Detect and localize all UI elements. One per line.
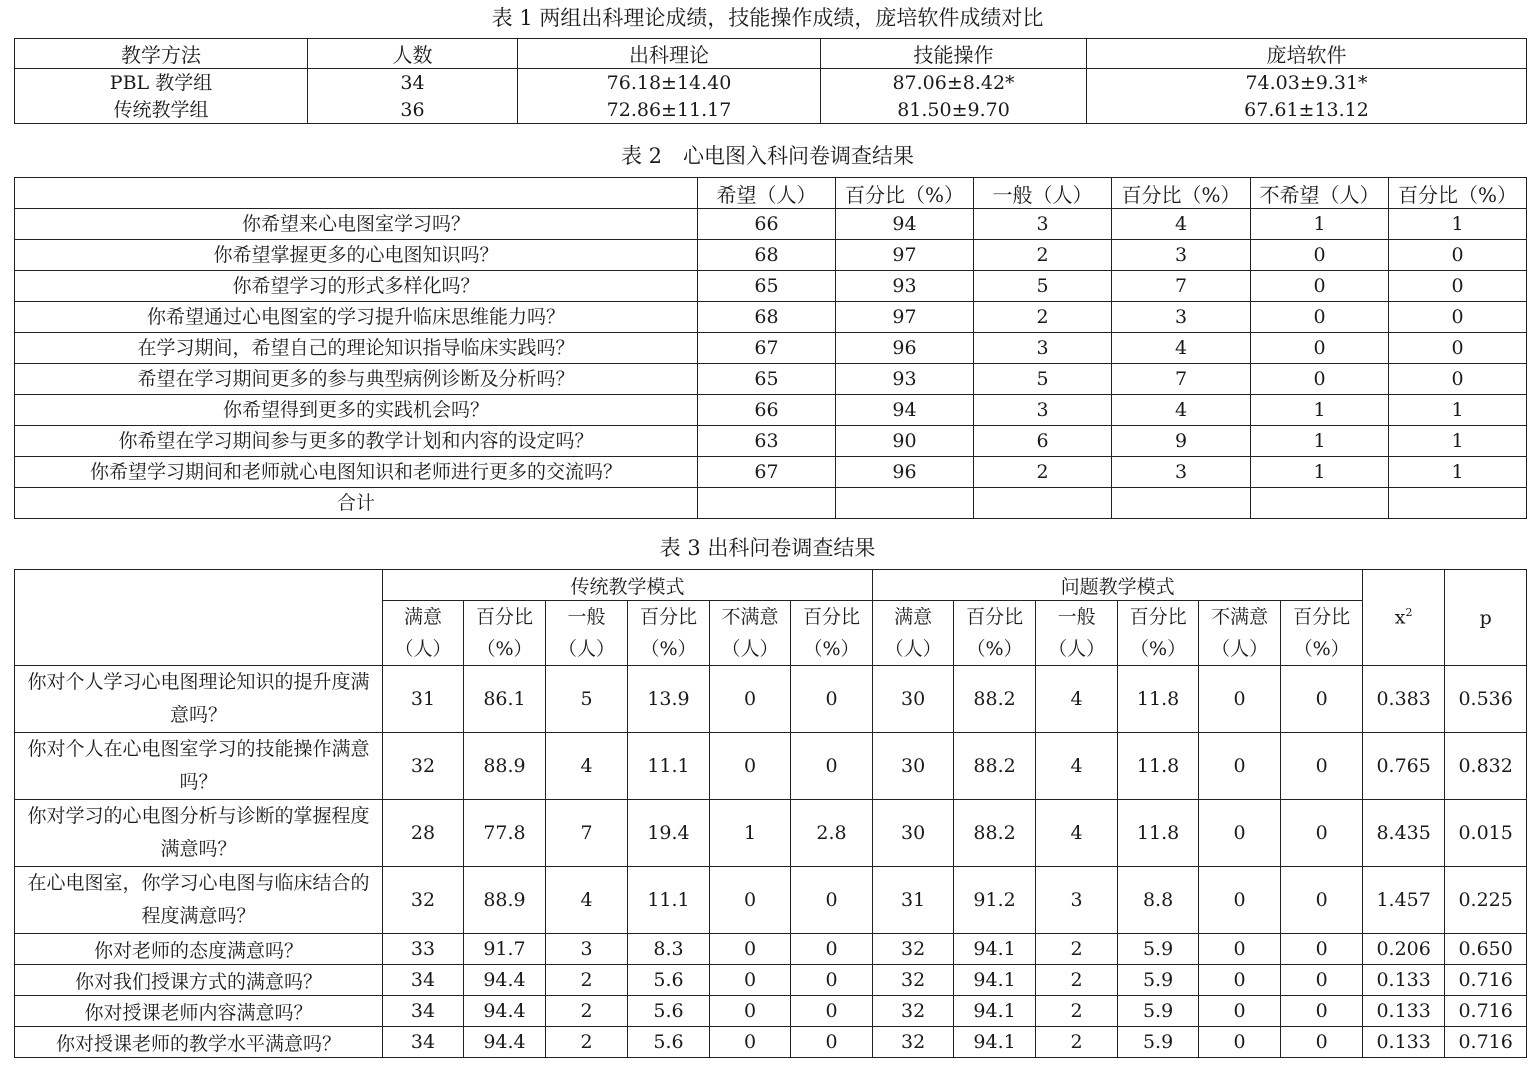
table-row bbox=[15, 96, 1527, 124]
table2-header-cell: 一般（人） bbox=[974, 178, 1112, 209]
question-cell: 你希望来心电图室学习吗？ bbox=[15, 209, 698, 240]
table-cell bbox=[698, 488, 836, 519]
question-cell: 你希望通过心电图室的学习提升临床思维能力吗？ bbox=[15, 302, 698, 333]
table-cell: 0.383 bbox=[1363, 666, 1445, 733]
table-cell: 0 bbox=[791, 1027, 873, 1058]
table-row bbox=[15, 934, 1527, 965]
table-cell: 0.015 bbox=[1445, 800, 1527, 867]
question-cell: 你对老师的态度满意吗？ bbox=[15, 934, 383, 965]
table3-subheader-cell: 满意（人） bbox=[383, 601, 464, 666]
table-row bbox=[15, 996, 1527, 1027]
table-cell: 5.9 bbox=[1118, 934, 1199, 965]
table-cell: 0 bbox=[1389, 333, 1527, 364]
table1-header-cell: 教学方法 bbox=[15, 39, 308, 69]
table-row bbox=[15, 395, 1527, 426]
table-cell bbox=[1112, 488, 1251, 519]
table-cell: 30 bbox=[873, 800, 954, 867]
table3-subheader-cell: 百分比（%） bbox=[954, 601, 1036, 666]
table-row bbox=[15, 271, 1527, 302]
table3-subheader-cell: 一般（人） bbox=[546, 601, 628, 666]
table-cell: 32 bbox=[383, 867, 464, 934]
table-cell: 0 bbox=[710, 996, 791, 1027]
table-cell: 94.1 bbox=[954, 1027, 1036, 1058]
table-cell: 0 bbox=[1251, 271, 1389, 302]
table-cell: 2 bbox=[546, 965, 628, 996]
table-cell: 0 bbox=[1199, 996, 1281, 1027]
table-cell: 34 bbox=[308, 69, 518, 97]
table-cell: 2 bbox=[546, 996, 628, 1027]
table-cell: 3 bbox=[1112, 240, 1251, 271]
table-cell: 0 bbox=[791, 867, 873, 934]
table-cell: 66 bbox=[698, 395, 836, 426]
table1-score-comparison bbox=[14, 38, 1527, 124]
table-cell: 0 bbox=[1389, 302, 1527, 333]
table3-group-problem: 问题教学模式 bbox=[873, 570, 1363, 601]
question-cell: 你对个人在心电图室学习的技能操作满意吗？ bbox=[15, 733, 383, 800]
table-cell: 3 bbox=[1112, 457, 1251, 488]
table-cell: 32 bbox=[873, 965, 954, 996]
table-cell: 2 bbox=[1036, 1027, 1118, 1058]
table3-subheader-cell: 百分比（%） bbox=[791, 601, 873, 666]
table3-subheader-cell: 不满意（人） bbox=[1199, 601, 1281, 666]
table1-header-cell: 庞培软件 bbox=[1087, 39, 1527, 69]
table-cell: 3 bbox=[974, 209, 1112, 240]
table-cell: 11.1 bbox=[628, 867, 710, 934]
question-cell: 你对授课老师的教学水平满意吗？ bbox=[15, 1027, 383, 1058]
table-cell: 74.03±9.31* bbox=[1087, 69, 1527, 97]
table-cell: 5.9 bbox=[1118, 996, 1199, 1027]
table-cell: 94.1 bbox=[954, 934, 1036, 965]
table-cell: PBL 教学组 bbox=[15, 69, 308, 97]
table1-header-cell: 人数 bbox=[308, 39, 518, 69]
table-cell: 88.2 bbox=[954, 733, 1036, 800]
table-cell: 9 bbox=[1112, 426, 1251, 457]
table-cell: 32 bbox=[873, 996, 954, 1027]
table-cell: 5.9 bbox=[1118, 1027, 1199, 1058]
table-cell: 0 bbox=[710, 1027, 791, 1058]
table-cell: 0 bbox=[1251, 302, 1389, 333]
table-cell bbox=[836, 488, 974, 519]
table-cell: 4 bbox=[546, 867, 628, 934]
table-cell: 0 bbox=[791, 934, 873, 965]
table-cell: 67 bbox=[698, 457, 836, 488]
table2-header-cell: 百分比（%） bbox=[836, 178, 974, 209]
table-cell: 0 bbox=[1389, 271, 1527, 302]
table-cell: 0 bbox=[710, 867, 791, 934]
table-cell: 94 bbox=[836, 209, 974, 240]
table-cell: 0.133 bbox=[1363, 996, 1445, 1027]
table-row bbox=[15, 867, 1527, 934]
table-cell: 86.1 bbox=[464, 666, 546, 733]
table-cell: 4 bbox=[1036, 666, 1118, 733]
table-cell: 4 bbox=[1112, 209, 1251, 240]
table-cell: 68 bbox=[698, 240, 836, 271]
chi-sup: 2 bbox=[1405, 606, 1413, 620]
table-cell: 0.206 bbox=[1363, 934, 1445, 965]
table2-header-cell: 百分比（%） bbox=[1112, 178, 1251, 209]
table-cell: 13.9 bbox=[628, 666, 710, 733]
table1-header-cell: 出科理论 bbox=[518, 39, 821, 69]
table-cell: 8.8 bbox=[1118, 867, 1199, 934]
table3-subheader-cell: 百分比（%） bbox=[628, 601, 710, 666]
table-cell: 94 bbox=[836, 395, 974, 426]
table-cell: 5.6 bbox=[628, 1027, 710, 1058]
table-cell: 93 bbox=[836, 271, 974, 302]
table-cell: 0.536 bbox=[1445, 666, 1527, 733]
table-cell: 2 bbox=[546, 1027, 628, 1058]
table-cell: 76.18±14.40 bbox=[518, 69, 821, 97]
table-cell: 1 bbox=[1251, 395, 1389, 426]
table-cell: 67 bbox=[698, 333, 836, 364]
table3-subheader-cell: 不满意（人） bbox=[710, 601, 791, 666]
table-cell: 88.2 bbox=[954, 800, 1036, 867]
table-cell: 31 bbox=[873, 867, 954, 934]
table3-subheader-cell: 百分比（%） bbox=[464, 601, 546, 666]
table3-subheader-cell: 百分比（%） bbox=[1118, 601, 1199, 666]
table-cell: 3 bbox=[974, 333, 1112, 364]
table-row bbox=[15, 800, 1527, 867]
table-cell: 3 bbox=[1036, 867, 1118, 934]
table-cell: 1 bbox=[1251, 426, 1389, 457]
question-cell: 你对学习的心电图分析与诊断的掌握程度满意吗？ bbox=[15, 800, 383, 867]
table-cell: 3 bbox=[974, 395, 1112, 426]
table-cell: 1 bbox=[1251, 209, 1389, 240]
table3-caption: 表 3 出科问卷调查结果 bbox=[659, 536, 876, 560]
question-cell: 你希望得到更多的实践机会吗？ bbox=[15, 395, 698, 426]
table-row bbox=[15, 302, 1527, 333]
table-cell: 0 bbox=[1281, 666, 1363, 733]
question-cell: 希望在学习期间更多的参与典型病例诊断及分析吗？ bbox=[15, 364, 698, 395]
table-cell: 1 bbox=[1251, 457, 1389, 488]
table-cell: 0.133 bbox=[1363, 965, 1445, 996]
table-cell: 0.832 bbox=[1445, 733, 1527, 800]
table-cell: 65 bbox=[698, 364, 836, 395]
table-cell: 2 bbox=[974, 302, 1112, 333]
table-cell: 88.9 bbox=[464, 733, 546, 800]
table-cell: 5 bbox=[974, 364, 1112, 395]
table-cell: 96 bbox=[836, 333, 974, 364]
question-cell: 合计 bbox=[15, 488, 698, 519]
table-cell: 32 bbox=[873, 1027, 954, 1058]
table-cell: 32 bbox=[383, 733, 464, 800]
table-row bbox=[15, 364, 1527, 395]
table-cell: 3 bbox=[1112, 302, 1251, 333]
table-cell: 0.225 bbox=[1445, 867, 1527, 934]
table-cell: 5.9 bbox=[1118, 965, 1199, 996]
table-cell: 66 bbox=[698, 209, 836, 240]
table-cell bbox=[1389, 488, 1527, 519]
table-cell bbox=[974, 488, 1112, 519]
table-cell: 0 bbox=[710, 965, 791, 996]
table-cell: 90 bbox=[836, 426, 974, 457]
table3-group-header-row bbox=[15, 570, 1527, 601]
table-cell: 11.1 bbox=[628, 733, 710, 800]
table-cell: 93 bbox=[836, 364, 974, 395]
table-cell: 0 bbox=[1251, 240, 1389, 271]
table-cell: 0 bbox=[1281, 867, 1363, 934]
question-cell: 你希望学习期间和老师就心电图知识和老师进行更多的交流吗？ bbox=[15, 457, 698, 488]
table-cell: 0.716 bbox=[1445, 996, 1527, 1027]
table-cell: 97 bbox=[836, 240, 974, 271]
table2-entry-survey bbox=[14, 177, 1527, 519]
table-row bbox=[15, 69, 1527, 97]
table-row bbox=[15, 209, 1527, 240]
table-cell: 0 bbox=[1389, 364, 1527, 395]
table-cell: 2 bbox=[1036, 934, 1118, 965]
table-cell: 0 bbox=[1281, 800, 1363, 867]
table-cell: 0 bbox=[1199, 666, 1281, 733]
table2-header-row bbox=[15, 178, 1527, 209]
table-cell: 88.9 bbox=[464, 867, 546, 934]
table-cell: 96 bbox=[836, 457, 974, 488]
question-cell: 你对我们授课方式的满意吗？ bbox=[15, 965, 383, 996]
table2-header-cell: 希望（人） bbox=[698, 178, 836, 209]
question-cell: 你希望在学习期间参与更多的教学计划和内容的设定吗？ bbox=[15, 426, 698, 457]
table-cell: 77.8 bbox=[464, 800, 546, 867]
table-cell: 87.06±8.42* bbox=[821, 69, 1087, 97]
table-cell: 7 bbox=[1112, 271, 1251, 302]
table1-header-cell: 技能操作 bbox=[821, 39, 1087, 69]
table-cell: 94.1 bbox=[954, 996, 1036, 1027]
table-cell: 94.4 bbox=[464, 996, 546, 1027]
table-cell: 0 bbox=[1199, 965, 1281, 996]
table-cell: 1 bbox=[1389, 457, 1527, 488]
table-cell: 0 bbox=[1251, 333, 1389, 364]
table-cell: 5 bbox=[546, 666, 628, 733]
table-cell: 0 bbox=[791, 996, 873, 1027]
table1-header-row bbox=[15, 39, 1527, 69]
table-cell: 34 bbox=[383, 996, 464, 1027]
table-cell: 2.8 bbox=[791, 800, 873, 867]
table-cell: 0 bbox=[1281, 733, 1363, 800]
table-cell: 91.2 bbox=[954, 867, 1036, 934]
table2-header-cell: 不希望（人） bbox=[1251, 178, 1389, 209]
table-cell: 11.8 bbox=[1118, 733, 1199, 800]
table-cell: 0.716 bbox=[1445, 1027, 1527, 1058]
table-row bbox=[15, 240, 1527, 271]
table-cell: 0 bbox=[791, 965, 873, 996]
table-cell: 94.4 bbox=[464, 1027, 546, 1058]
table-cell: 4 bbox=[1036, 733, 1118, 800]
table-cell: 0 bbox=[1389, 240, 1527, 271]
table-cell: 5.6 bbox=[628, 996, 710, 1027]
table-cell: 32 bbox=[873, 934, 954, 965]
table-cell: 2 bbox=[1036, 996, 1118, 1027]
table-row bbox=[15, 1027, 1527, 1058]
table-cell: 0 bbox=[791, 733, 873, 800]
table-row bbox=[15, 488, 1527, 519]
table-cell: 7 bbox=[546, 800, 628, 867]
table-cell: 0 bbox=[1251, 364, 1389, 395]
table-cell: 0 bbox=[1199, 934, 1281, 965]
table-cell: 0 bbox=[710, 934, 791, 965]
table-cell: 7 bbox=[1112, 364, 1251, 395]
table2-header-cell bbox=[15, 178, 698, 209]
table-row bbox=[15, 333, 1527, 364]
table-cell: 0 bbox=[791, 666, 873, 733]
table-cell: 0 bbox=[1199, 733, 1281, 800]
question-cell: 你对个人学习心电图理论知识的提升度满意吗？ bbox=[15, 666, 383, 733]
table-cell: 5 bbox=[974, 271, 1112, 302]
table-cell: 28 bbox=[383, 800, 464, 867]
table-cell: 11.8 bbox=[1118, 800, 1199, 867]
table-cell: 0.133 bbox=[1363, 1027, 1445, 1058]
chi-label: x bbox=[1394, 606, 1406, 629]
question-cell: 在学习期间，希望自己的理论知识指导临床实践吗？ bbox=[15, 333, 698, 364]
table-cell: 4 bbox=[1112, 395, 1251, 426]
table-cell: 30 bbox=[873, 733, 954, 800]
table-cell: 8.3 bbox=[628, 934, 710, 965]
table-cell: 0 bbox=[1281, 996, 1363, 1027]
question-cell: 你希望掌握更多的心电图知识吗？ bbox=[15, 240, 698, 271]
table-cell: 0 bbox=[1199, 800, 1281, 867]
table-cell: 0.765 bbox=[1363, 733, 1445, 800]
table3-empty-corner bbox=[15, 570, 383, 666]
table-cell: 3 bbox=[546, 934, 628, 965]
table-cell: 68 bbox=[698, 302, 836, 333]
table-cell: 0 bbox=[1199, 1027, 1281, 1058]
table-cell: 0.650 bbox=[1445, 934, 1527, 965]
table-cell: 19.4 bbox=[628, 800, 710, 867]
table-cell: 72.86±11.17 bbox=[518, 96, 821, 124]
table2-header-cell: 百分比（%） bbox=[1389, 178, 1527, 209]
table-cell bbox=[1251, 488, 1389, 519]
question-cell: 你希望学习的形式多样化吗？ bbox=[15, 271, 698, 302]
table-cell: 2 bbox=[1036, 965, 1118, 996]
table-cell: 0 bbox=[1281, 934, 1363, 965]
table-cell: 97 bbox=[836, 302, 974, 333]
table-cell: 36 bbox=[308, 96, 518, 124]
table-cell: 4 bbox=[546, 733, 628, 800]
table-cell: 94.4 bbox=[464, 965, 546, 996]
table-cell: 6 bbox=[974, 426, 1112, 457]
table-cell: 8.435 bbox=[1363, 800, 1445, 867]
table-cell: 81.50±9.70 bbox=[821, 96, 1087, 124]
table-cell: 1.457 bbox=[1363, 867, 1445, 934]
question-cell: 在心电图室，你学习心电图与临床结合的程度满意吗？ bbox=[15, 867, 383, 934]
table-cell: 31 bbox=[383, 666, 464, 733]
table-cell: 1 bbox=[1389, 209, 1527, 240]
table-cell: 65 bbox=[698, 271, 836, 302]
table-cell: 0.716 bbox=[1445, 965, 1527, 996]
table3-subheader-cell: 一般（人） bbox=[1036, 601, 1118, 666]
table-cell: 2 bbox=[974, 240, 1112, 271]
table-cell: 11.8 bbox=[1118, 666, 1199, 733]
table-cell: 33 bbox=[383, 934, 464, 965]
table-cell: 4 bbox=[1036, 800, 1118, 867]
table3-chi-header bbox=[1363, 570, 1445, 666]
table3-p-header: p bbox=[1445, 570, 1527, 666]
table-cell: 1 bbox=[1389, 395, 1527, 426]
table-row bbox=[15, 965, 1527, 996]
table-cell: 4 bbox=[1112, 333, 1251, 364]
table3-exit-survey bbox=[14, 569, 1527, 1058]
table-cell: 0 bbox=[1281, 965, 1363, 996]
table-cell: 63 bbox=[698, 426, 836, 457]
table-cell: 67.61±13.12 bbox=[1087, 96, 1527, 124]
table-row bbox=[15, 457, 1527, 488]
table-cell: 91.7 bbox=[464, 934, 546, 965]
table1-caption: 表 1 两组出科理论成绩，技能操作成绩，庞培软件成绩对比 bbox=[491, 6, 1044, 30]
table-cell: 传统教学组 bbox=[15, 96, 308, 124]
table-cell: 34 bbox=[383, 1027, 464, 1058]
table-cell: 88.2 bbox=[954, 666, 1036, 733]
table-cell: 2 bbox=[974, 457, 1112, 488]
table-cell: 0 bbox=[710, 666, 791, 733]
table-cell: 1 bbox=[1389, 426, 1527, 457]
table-cell: 5.6 bbox=[628, 965, 710, 996]
table3-subheader-cell: 满意（人） bbox=[873, 601, 954, 666]
question-cell: 你对授课老师内容满意吗？ bbox=[15, 996, 383, 1027]
table-cell: 0 bbox=[1199, 867, 1281, 934]
table-row bbox=[15, 733, 1527, 800]
table3-subheader-cell: 百分比（%） bbox=[1281, 601, 1363, 666]
table2-caption: 表 2 心电图入科问卷调查结果 bbox=[620, 144, 915, 168]
table-cell: 30 bbox=[873, 666, 954, 733]
table-cell: 94.1 bbox=[954, 965, 1036, 996]
table-cell: 34 bbox=[383, 965, 464, 996]
table-cell: 0 bbox=[710, 733, 791, 800]
table-row bbox=[15, 426, 1527, 457]
table-cell: 1 bbox=[710, 800, 791, 867]
table3-group-traditional: 传统教学模式 bbox=[383, 570, 873, 601]
table-row bbox=[15, 666, 1527, 733]
table-cell: 0 bbox=[1281, 1027, 1363, 1058]
